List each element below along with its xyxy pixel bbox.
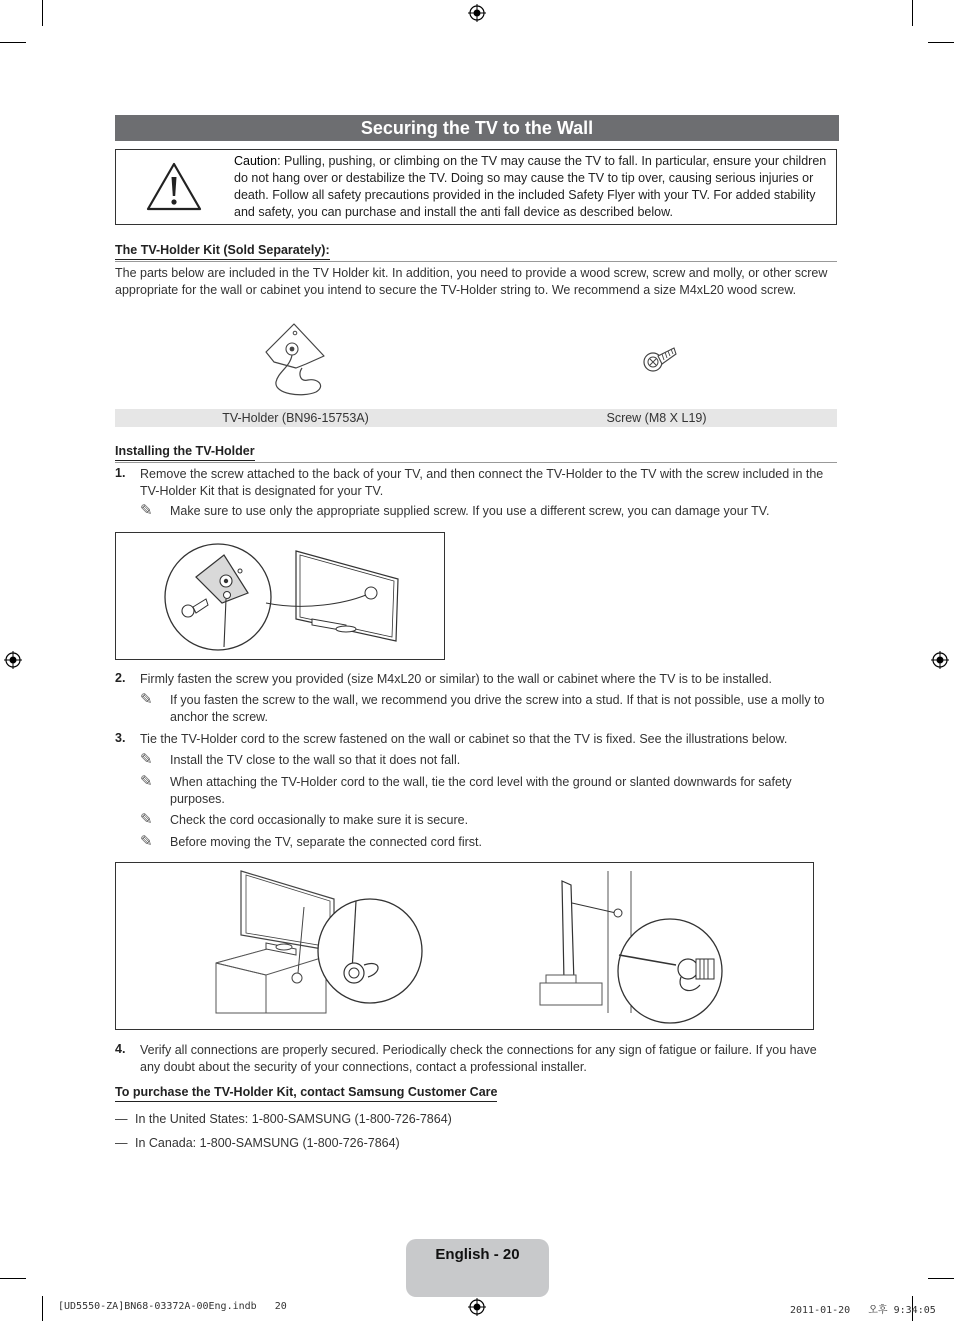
step-note: Check the cord occasionally to make sure it is secure. <box>170 813 469 827</box>
list-dash: — <box>115 1112 128 1126</box>
crop-mark <box>42 0 43 26</box>
caution-box <box>115 149 837 225</box>
step-note: When attaching the TV-Holder cord to the wall, tie the cord level with the ground or slanted downwards for safety purposes. <box>170 775 792 806</box>
part-label-tv-holder: TV-Holder (BN96-15753A) <box>222 411 369 425</box>
warning-triangle-icon <box>146 162 202 212</box>
kit-heading: The TV-Holder Kit (Sold Separately): <box>115 243 330 260</box>
footer-timestamp: 2011-01-20 오후 9:34:05 <box>790 1305 936 1316</box>
registration-mark-icon <box>468 4 486 22</box>
registration-mark-icon <box>468 1298 486 1316</box>
attach-holder-illustration <box>116 533 444 659</box>
caution-body: : Pulling, pushing, or climbing on the TV may cause the TV to fall. In particular, ensure your children do not hang over or destabilize the TV. Doing so may cause the TV to tip over, causing serious injuries or death. Follow all safety precautions provided in the included Safety Flyer with your TV. For added stability and safety, you can purchase and install the anti fall device as described below. <box>234 154 827 219</box>
step-number: 1. <box>115 466 126 480</box>
step-number: 4. <box>115 1042 126 1056</box>
list-text: In Canada: 1-800-SAMSUNG (1-800-726-7864) <box>135 1136 400 1150</box>
divider <box>115 261 837 262</box>
tie-cord-illustration <box>116 863 813 1029</box>
crop-mark <box>928 42 954 43</box>
figure-tie-cord <box>115 862 814 1030</box>
footer-file-info: [UD5550-ZA]BN68-03372A-00Eng.indb 20 <box>58 1301 287 1312</box>
divider <box>115 462 837 463</box>
note-icon: ✎ <box>140 773 153 790</box>
caution-text <box>234 153 834 221</box>
purchase-heading: To purchase the TV-Holder Kit, contact Samsung Customer Care <box>115 1085 497 1102</box>
tv-holder-part-illustration <box>262 322 332 400</box>
step-text: Verify all connections are properly secured. Periodically check the connections for any sign of fatigue or failure. If you have any doubt about the security of your connections, contact a professional installer. <box>140 1043 817 1074</box>
screw-part-illustration <box>640 344 678 376</box>
note-icon: ✎ <box>140 811 153 828</box>
registration-mark-icon <box>931 651 949 669</box>
crop-mark <box>912 0 913 26</box>
list-text: In the United States: 1-800-SAMSUNG (1-800-726-7864) <box>135 1112 452 1126</box>
page-number-tab: English - 20 <box>406 1239 549 1297</box>
note-icon: ✎ <box>140 833 153 850</box>
step-note: If you fasten the screw to the wall, we recommend you drive the screw into a stud. If that is not possible, use a molly to anchor the screw. <box>170 693 825 724</box>
list-item <box>115 1112 452 1126</box>
page-title: Securing the TV to the Wall <box>115 115 839 141</box>
step-number: 3. <box>115 731 126 745</box>
note-icon: ✎ <box>140 502 153 519</box>
crop-mark <box>42 1296 43 1321</box>
step-text: Remove the screw attached to the back of your TV, and then connect the TV-Holder to the TV with the screw included in the TV-Holder Kit that is designated for your TV. <box>140 467 824 498</box>
crop-mark <box>0 1278 26 1279</box>
step-note: Before moving the TV, separate the connected cord first. <box>170 835 482 849</box>
step-note: Make sure to use only the appropriate supplied screw. If you use a different screw, you can damage your TV. <box>170 504 770 518</box>
note-icon: ✎ <box>140 751 153 768</box>
caution-label: Caution <box>234 154 278 168</box>
figure-attach-holder <box>115 532 445 660</box>
crop-mark <box>928 1278 954 1279</box>
list-dash: — <box>115 1136 128 1150</box>
list-item <box>115 1136 400 1150</box>
note-icon: ✎ <box>140 691 153 708</box>
step-text: Tie the TV-Holder cord to the screw fastened on the wall or cabinet so that the TV is fixed. See the illustrations below. <box>140 732 788 746</box>
step-number: 2. <box>115 671 126 685</box>
registration-mark-icon <box>4 651 22 669</box>
part-label-screw: Screw (M8 X L19) <box>606 411 707 425</box>
crop-mark <box>0 42 26 43</box>
step-text: Firmly fasten the screw you provided (size M4xL20 or similar) to the wall or cabinet where the TV is to be installed. <box>140 672 772 686</box>
kit-description: The parts below are included in the TV Holder kit. In addition, you need to provide a wood screw, screw and molly, or other screw appropriate for the wall or cabinet you intend to secure the TV-Holder string to. We recommend a size M4xL20 wood screw. <box>115 266 828 297</box>
parts-label-bar <box>115 409 837 427</box>
step-note: Install the TV close to the wall so that it does not fall. <box>170 753 461 767</box>
install-heading: Installing the TV-Holder <box>115 444 255 461</box>
